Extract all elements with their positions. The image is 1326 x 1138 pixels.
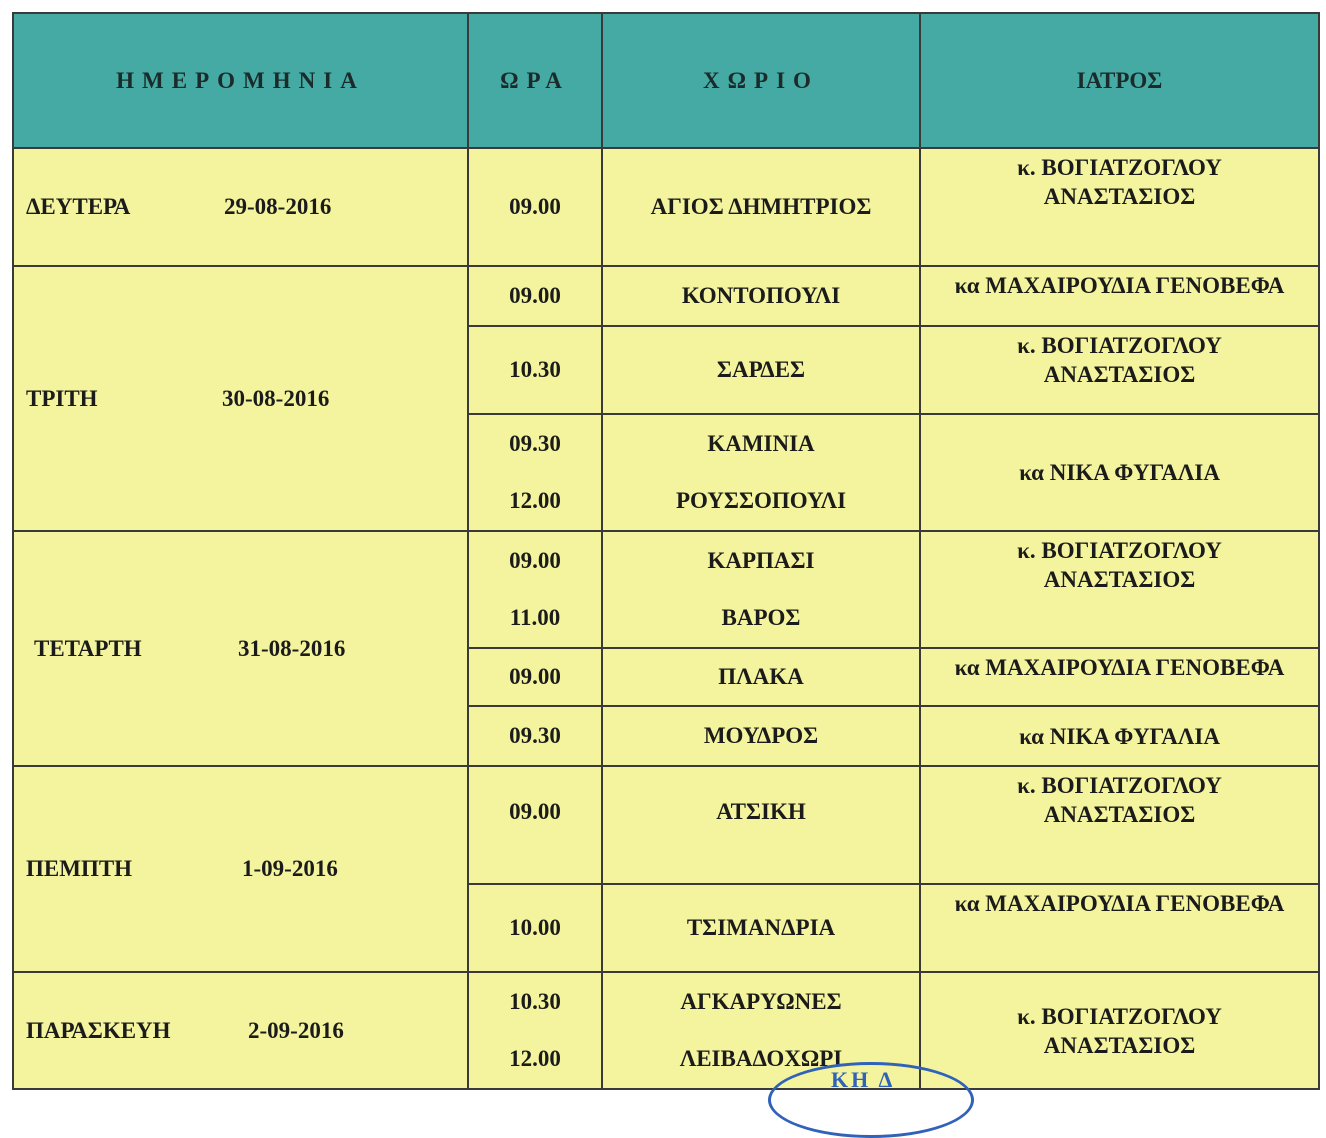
time-value: 09.00	[509, 547, 561, 573]
time-value: 10.30	[509, 988, 561, 1014]
doctor-cell	[920, 326, 1319, 414]
time-cell: 09.00	[468, 148, 602, 266]
doctor-line: κα ΝΙΚΑ ΦΥΓΑΛΙΑ	[1019, 460, 1220, 485]
village-value: ΚΑΜΙΝΙΑ	[707, 430, 815, 456]
day-name: ΔΕΥΤΕΡΑ	[26, 194, 131, 219]
village-value: ΒΑΡΟΣ	[721, 605, 801, 631]
time-cell	[468, 531, 602, 648]
doctor-cell	[920, 766, 1319, 884]
village-value: ΡΟΥΣΣΟΠΟΥΛΙ	[675, 488, 847, 514]
doctor-line: ΑΝΑΣΤΑΣΙΟΣ	[1043, 1032, 1196, 1058]
village-cell: ΜΟΥΔΡΟΣ	[602, 706, 920, 766]
day-cell	[13, 972, 468, 1089]
time-cell: 09.30	[468, 706, 602, 766]
header-village: ΧΩΡΙΟ	[602, 13, 920, 148]
time-value: 12.00	[509, 1046, 561, 1072]
time-cell: 10.30	[468, 326, 602, 414]
doctor-line: ΑΝΑΣΤΑΣΙΟΣ	[1043, 802, 1196, 827]
village-value: ΛΕΙΒΑΔΟΧΩΡΙ	[679, 1046, 843, 1072]
day-cell	[13, 531, 468, 766]
village-cell: ΤΣΙΜΑΝΔΡΙΑ	[602, 884, 920, 972]
day-name: ΠΕΜΠΤΗ	[26, 856, 133, 881]
doctor-cell	[920, 972, 1319, 1089]
time-cell: 10.00	[468, 884, 602, 972]
time-cell: 09.00	[468, 266, 602, 326]
doctor-line: κ. ΒΟΓΙΑΤΖΟΓΛΟΥ	[1017, 1003, 1222, 1029]
time-cell: 09.00	[468, 648, 602, 706]
doctor-line: ΑΝΑΣΤΑΣΙΟΣ	[1043, 184, 1196, 209]
doctor-line: κα ΜΑΧΑΙΡΟΥΔΙΑ ΓΕΝΟΒΕΦΑ	[954, 891, 1285, 916]
doctor-cell	[920, 648, 1319, 706]
day-name: ΤΕΤΑΡΤΗ	[34, 635, 142, 661]
header-time: ΩΡΑ	[468, 13, 602, 148]
doctor-cell	[920, 531, 1319, 648]
doctor-line: κ. ΒΟΓΙΑΤΖΟΓΛΟΥ	[1017, 538, 1222, 563]
time-cell	[468, 972, 602, 1089]
time-cell: 09.00	[468, 766, 602, 884]
time-cell	[468, 414, 602, 531]
village-cell: ΚΟΝΤΟΠΟΥΛΙ	[602, 266, 920, 326]
day-date: 1-09-2016	[242, 856, 338, 881]
doctor-cell	[920, 706, 1319, 766]
schedule-table	[12, 12, 1320, 1090]
table-row	[13, 531, 1319, 648]
day-cell	[13, 148, 468, 266]
official-stamp	[768, 1062, 974, 1138]
day-cell	[13, 766, 468, 972]
day-date: 31-08-2016	[238, 635, 346, 661]
table-row	[13, 266, 1319, 326]
village-cell: ΑΤΣΙΚΗ	[602, 766, 920, 884]
day-date: 29-08-2016	[224, 194, 332, 219]
doctor-cell	[920, 148, 1319, 266]
village-cell: ΑΓΙΟΣ ΔΗΜΗΤΡΙΟΣ	[602, 148, 920, 266]
doctor-line: κα ΜΑΧΑΙΡΟΥΔΙΑ ΓΕΝΟΒΕΦΑ	[954, 273, 1285, 298]
doctor-cell	[920, 414, 1319, 531]
doctor-line: κ. ΒΟΓΙΑΤΖΟΓΛΟΥ	[1017, 773, 1222, 798]
village-cell	[602, 531, 920, 648]
day-cell	[13, 266, 468, 531]
time-value: 12.00	[509, 488, 561, 514]
doctor-cell	[920, 884, 1319, 972]
table-row	[13, 766, 1319, 884]
day-name: ΠΑΡΑΣΚΕΥΗ	[26, 1017, 171, 1043]
day-date: 2-09-2016	[248, 1017, 344, 1043]
header-doctor: ΙΑΤΡΟΣ	[920, 13, 1319, 148]
village-cell: ΠΛΑΚΑ	[602, 648, 920, 706]
doctor-line: ΑΝΑΣΤΑΣΙΟΣ	[1043, 567, 1196, 592]
village-cell: ΣΑΡΔΕΣ	[602, 326, 920, 414]
village-value: ΑΓΚΑΡΥΩΝΕΣ	[680, 988, 842, 1014]
header-row	[13, 13, 1319, 148]
doctor-line: κ. ΒΟΓΙΑΤΖΟΓΛΟΥ	[1017, 333, 1222, 358]
doctor-line: ΑΝΑΣΤΑΣΙΟΣ	[1043, 362, 1196, 387]
day-name: ΤΡΙΤΗ	[26, 385, 98, 411]
stamp-text: ΚΗ Δ	[831, 1067, 896, 1092]
doctor-line: κα ΝΙΚΑ ΦΥΓΑΛΙΑ	[1019, 723, 1220, 749]
doctor-line: κ. ΒΟΓΙΑΤΖΟΓΛΟΥ	[1017, 155, 1222, 180]
village-value: ΚΑΡΠΑΣΙ	[707, 547, 815, 573]
doctor-line: κα ΜΑΧΑΙΡΟΥΔΙΑ ΓΕΝΟΒΕΦΑ	[954, 655, 1285, 680]
time-value: 09.30	[509, 430, 561, 456]
table-row	[13, 148, 1319, 266]
table-row	[13, 972, 1319, 1089]
header-date: ΗΜΕΡΟΜΗΝΙΑ	[13, 13, 468, 148]
doctor-cell	[920, 266, 1319, 326]
village-cell	[602, 414, 920, 531]
day-date: 30-08-2016	[222, 385, 330, 411]
time-value: 11.00	[509, 605, 561, 631]
